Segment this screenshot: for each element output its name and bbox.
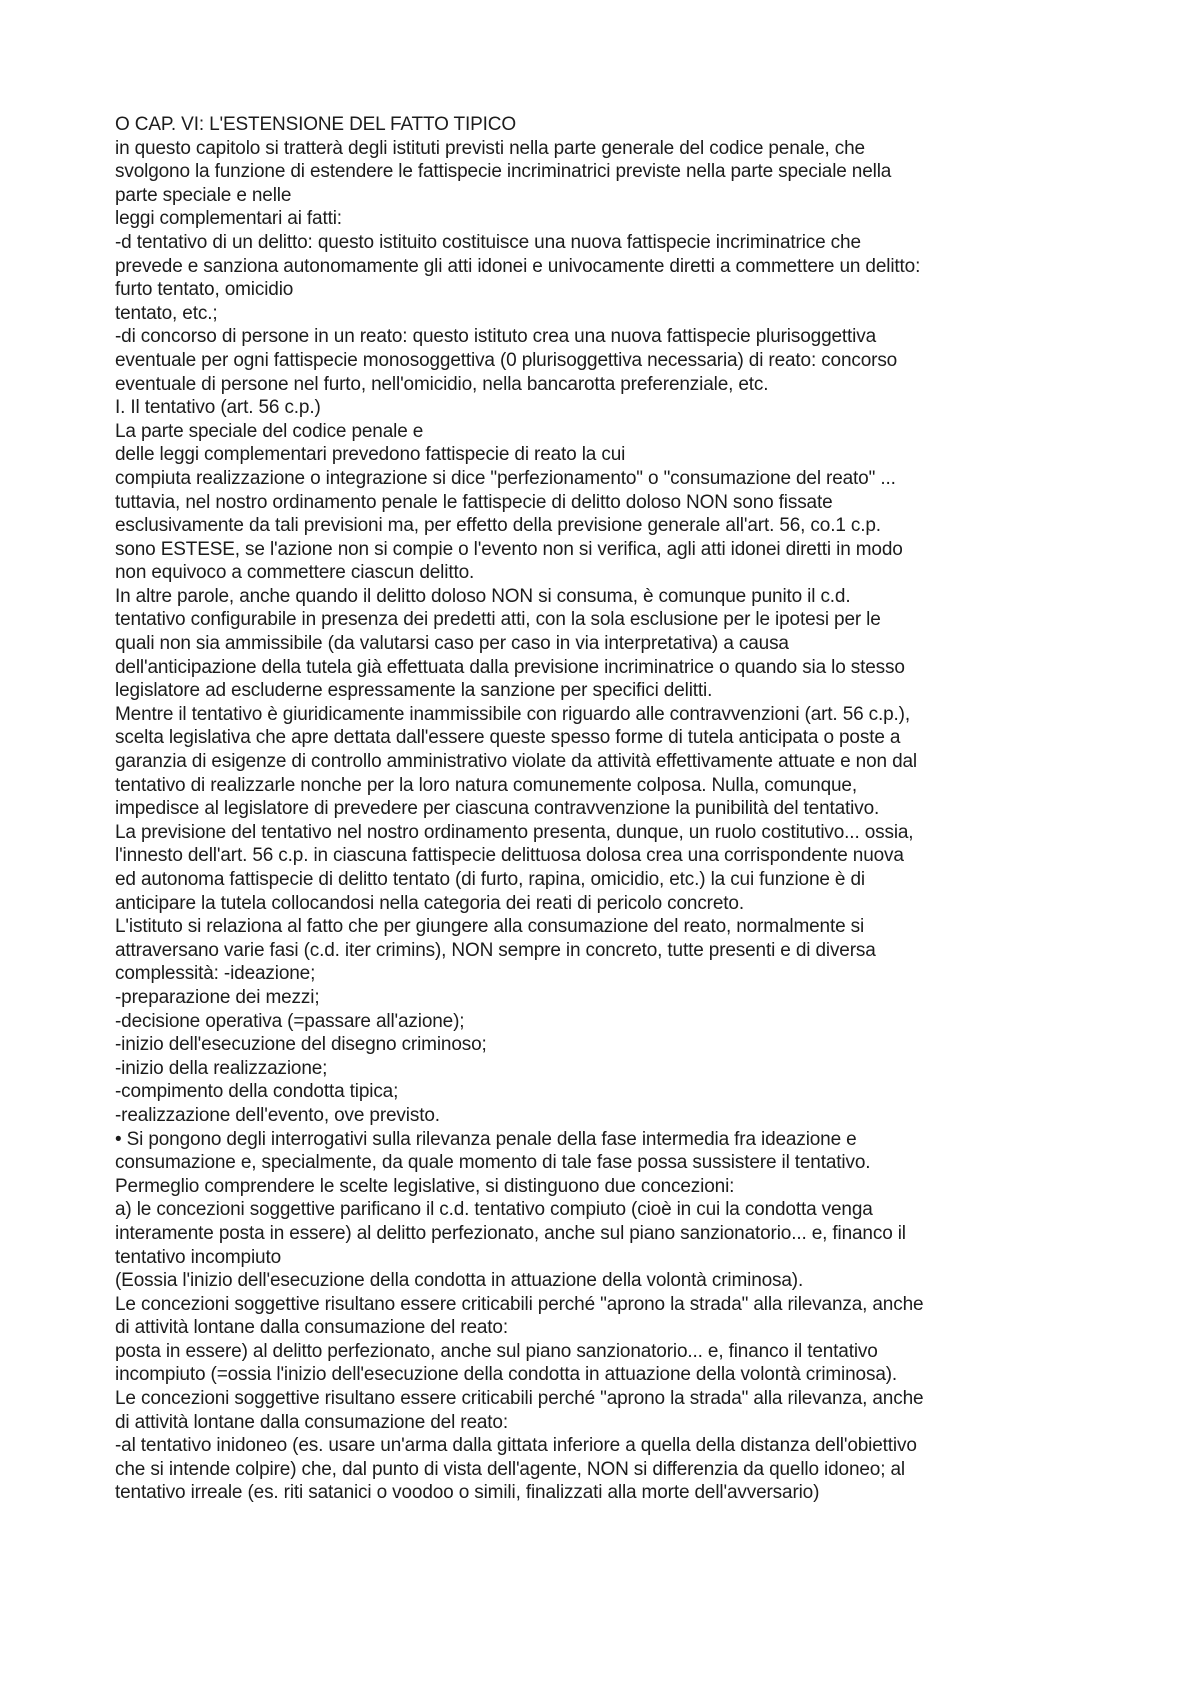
text-line: tuttavia, nel nostro ordinamento penale le fattispecie di delitto doloso NON sono fissate	[115, 491, 833, 513]
text-line: • Si pongono degli interrogativi sulla rilevanza penale della fase intermedia fra ideazione e	[115, 1128, 857, 1150]
text-line: La parte speciale del codice penale e	[115, 420, 424, 442]
text-line: garanzia di esigenze di controllo amministrativo violate da attività effettivamente attuate e non dal	[115, 751, 917, 773]
text-line: furto tentato, omicidio	[115, 279, 294, 301]
text-line: interamente posta in essere) al delitto perfezionato, anche sul piano sanzionatorio... e, financo il	[115, 1222, 906, 1244]
text-line: -inizio della realizzazione;	[115, 1057, 328, 1079]
text-line: tentativo configurabile in presenza dei predetti atti, con la sola esclusione per le ipotesi per le	[115, 609, 881, 631]
text-line: -compimento della condotta tipica;	[115, 1081, 399, 1103]
text-line: ed autonoma fattispecie di delitto tentato (di furto, rapina, omicidio, etc.) la cui funzione è di	[115, 869, 865, 890]
text-line: esclusivamente da tali previsioni ma, per effetto della previsione generale all'art. 56, co.1 c.p.	[115, 515, 881, 537]
text-line: -al tentativo inidoneo (es. usare un'arma dalla gittata inferiore a quella della distanza dell'obiettivo	[115, 1435, 917, 1457]
text-line: compiuta realizzazione o integrazione si dice "perfezionamento" o "consumazione del reato" ...	[115, 467, 896, 489]
text-line: I. Il tentativo (art. 56 c.p.)	[115, 397, 321, 419]
text-line: -decisione operativa (=passare all'azione);	[115, 1010, 465, 1032]
text-line: Mentre il tentativo è giuridicamente inammissibile con riguardo alle contravvenzioni (art. 56 c.p.),	[115, 703, 910, 725]
text-line: tentato, etc.;	[115, 302, 218, 324]
text-line: impedisce al legislatore di prevedere per ciascuna contravvenzione la punibilità del tentativo.	[115, 798, 880, 820]
text-line: leggi complementari ai fatti:	[115, 208, 342, 230]
text-line: -di concorso di persone in un reato: questo istituto crea una nuova fattispecie plurisoggettiva	[115, 326, 876, 348]
text-line: dell'anticipazione della tutela già effettuata dalla previsione incriminatrice o quando sia lo stesso	[115, 656, 905, 678]
chapter-heading: O CAP. VI: L'ESTENSIONE DEL FATTO TIPICO	[115, 114, 516, 135]
text-line: scelta legislativa che apre dettata dall'essere queste spesso forme di tutela anticipata o poste a	[115, 727, 901, 749]
text-line: anticipare la tutela collocandosi nella categoria dei reati di pericolo concreto.	[115, 892, 744, 914]
text-line: complessità: -ideazione;	[115, 963, 316, 985]
text-line: -d tentativo di un delitto: questo istituito costituisce una nuova fattispecie incriminatrice che	[115, 231, 861, 253]
text-line: (Eossia l'inizio dell'esecuzione della condotta in attuazione della volontà criminosa).	[115, 1270, 804, 1292]
text-line: eventuale per ogni fattispecie monosoggettiva (0 plurisoggettiva necessaria) di reato: concorso	[115, 349, 898, 371]
text-line: Permeglio comprendere le scelte legislative, si distinguono due concezioni:	[115, 1175, 735, 1197]
text-line: tentativo irreale (es. riti satanici o voodoo o simili, finalizzati alla morte dell'avversario)	[115, 1482, 820, 1504]
text-line: di attività lontane dalla consumazione del reato:	[115, 1317, 508, 1339]
text-line: parte speciale e nelle	[115, 184, 292, 206]
text-line: non equivoco a commettere ciascun delitto.	[115, 562, 475, 584]
text-line: In altre parole, anche quando il delitto doloso NON si consuma, è comunque punito il c.d.	[115, 585, 851, 607]
text-line: a) le concezioni soggettive parificano il c.d. tentativo compiuto (cioè in cui la condotta venga	[115, 1199, 873, 1221]
text-line: incompiuto (=ossia l'inizio dell'esecuzione della condotta in attuazione della volontà criminosa).	[115, 1364, 898, 1386]
text-line: che si intende colpire) che, dal punto di vista dell'agente, NON si differenzia da quello idoneo; al	[115, 1458, 905, 1480]
text-line: legislatore ad escluderne espressamente la sanzione per specifici delitti.	[115, 680, 713, 702]
text-line: sono ESTESE, se l'azione non si compie o l'evento non si verifica, agli atti idonei diretti in modo	[115, 538, 903, 560]
text-line: -inizio dell'esecuzione del disegno criminoso;	[115, 1034, 487, 1056]
text-line: Le concezioni soggettive risultano essere criticabili perché "aprono la strada" alla rilevanza, anche	[115, 1293, 924, 1315]
text-line: eventuale di persone nel furto, nell'omicidio, nella bancarotta preferenziale, etc.	[115, 373, 769, 395]
text-line: -realizzazione dell'evento, ove previsto.	[115, 1104, 440, 1126]
text-line: quali non sia ammissibile (da valutarsi caso per caso in via interpretativa) a causa	[115, 633, 789, 655]
text-line: svolgono la funzione di estendere le fattispecie incriminatrici previste nella parte speciale nella	[115, 161, 892, 183]
text-line: attraversano varie fasi (c.d. iter crimins), NON sempre in concreto, tutte presenti e di diversa	[115, 939, 876, 961]
text-line: prevede e sanziona autonomamente gli atti idonei e univocamente diretti a commettere un delitto:	[115, 255, 921, 277]
text-line: L'istituto si relaziona al fatto che per giungere alla consumazione del reato, normalmente si	[115, 916, 865, 938]
text-line: di attività lontane dalla consumazione del reato:	[115, 1411, 508, 1433]
text-line: in questo capitolo si tratterà degli istituti previsti nella parte generale del codice penale, che	[115, 137, 865, 159]
text-line: posta in essere) al delitto perfezionato, anche sul piano sanzionatorio... e, financo il tentativo	[115, 1340, 878, 1362]
document-page	[115, 113, 1105, 1505]
text-line: l'innesto dell'art. 56 c.p. in ciascuna fattispecie delittuosa dolosa crea una corrispondente nuova	[115, 845, 904, 867]
text-line: delle leggi complementari prevedono fattispecie di reato la cui	[115, 444, 626, 466]
text-line: consumazione e, specialmente, da quale momento di tale fase possa sussistere il tentativo.	[115, 1152, 871, 1174]
text-line: Le concezioni soggettive risultano essere criticabili perché "aprono la strada" alla rilevanza, anche	[115, 1388, 924, 1410]
text-line: tentativo incompiuto	[115, 1246, 281, 1268]
text-line: tentativo di realizzarle nonche per la loro natura comunemente colposa. Nulla, comunque,	[115, 774, 857, 796]
text-line: La previsione del tentativo nel nostro ordinamento presenta, dunque, un ruolo costitutivo... ossia,	[115, 821, 914, 843]
text-line: -preparazione dei mezzi;	[115, 986, 320, 1008]
